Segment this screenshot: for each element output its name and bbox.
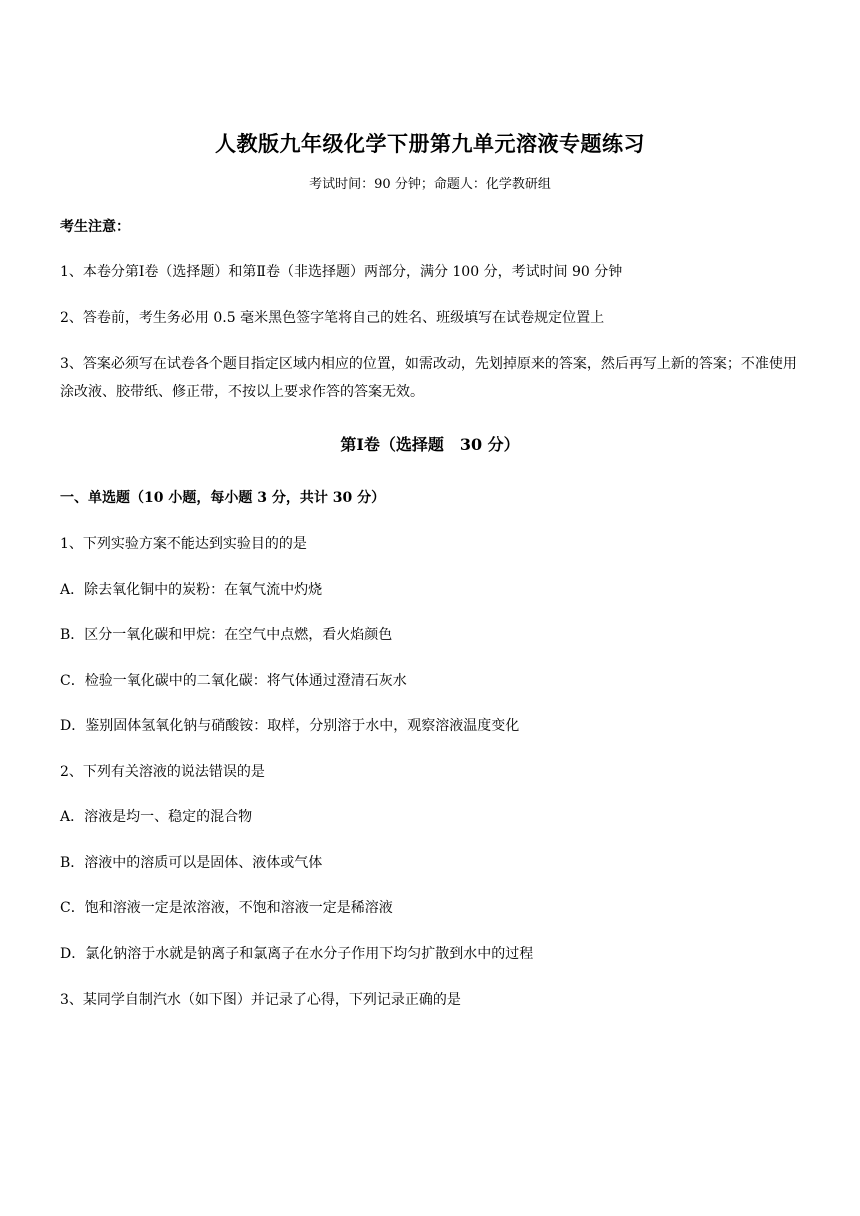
question-option: A．溶液是均一、稳定的混合物	[60, 809, 253, 825]
notice-item: 2、答卷前，考生务必用 0.5 毫米黑色签字笔将自己的姓名、班级填写在试卷规定位置上	[60, 310, 605, 326]
question-stem: 3、某同学自制汽水（如下图）并记录了心得，下列记录正确的是	[60, 992, 461, 1008]
part-heading: 一、单选题（10 小题，每小题 3 分，共计 30 分）	[60, 490, 386, 506]
question-option: B．区分一氧化碳和甲烷：在空气中点燃，看火焰颜色	[60, 627, 393, 643]
question-option: D．氯化钠溶于水就是钠离子和氯离子在水分子作用下均匀扩散到水中的过程	[60, 946, 534, 962]
question-option: C．检验一氧化碳中的二氧化碳：将气体通过澄清石灰水	[60, 673, 407, 689]
page-title: 人教版九年级化学下册第九单元溶液专题练习	[215, 131, 645, 156]
question-stem: 1、下列实验方案不能达到实验目的的是	[60, 536, 307, 552]
notice-item: 3、答案必须写在试卷各个题目指定区域内相应的位置，如需改动，先划掉原来的答案，然后再写上新的答案；不准使用涂改液、胶带纸、修正带，不按以上要求作答的答案无效。	[60, 356, 797, 400]
question-option: C．饱和溶液一定是浓溶液，不饱和溶液一定是稀溶液	[60, 900, 393, 916]
notice-heading: 考生注意：	[60, 219, 130, 235]
question-option: B．溶液中的溶质可以是固体、液体或气体	[60, 855, 323, 871]
question-option: A．除去氧化铜中的炭粉：在氧气流中灼烧	[60, 582, 323, 598]
notice-item: 1、本卷分第Ⅰ卷（选择题）和第Ⅱ卷（非选择题）两部分，满分 100 分，考试时间 90 分钟	[60, 264, 623, 280]
question-stem: 2、下列有关溶液的说法错误的是	[60, 764, 265, 780]
section-title: 第Ⅰ卷（选择题 30 分）	[340, 435, 520, 454]
exam-info: 考试时间：90 分钟；命题人：化学教研组	[309, 177, 551, 192]
question-option: D．鉴别固体氢氧化钠与硝酸铵：取样，分别溶于水中，观察溶液温度变化	[60, 718, 520, 734]
